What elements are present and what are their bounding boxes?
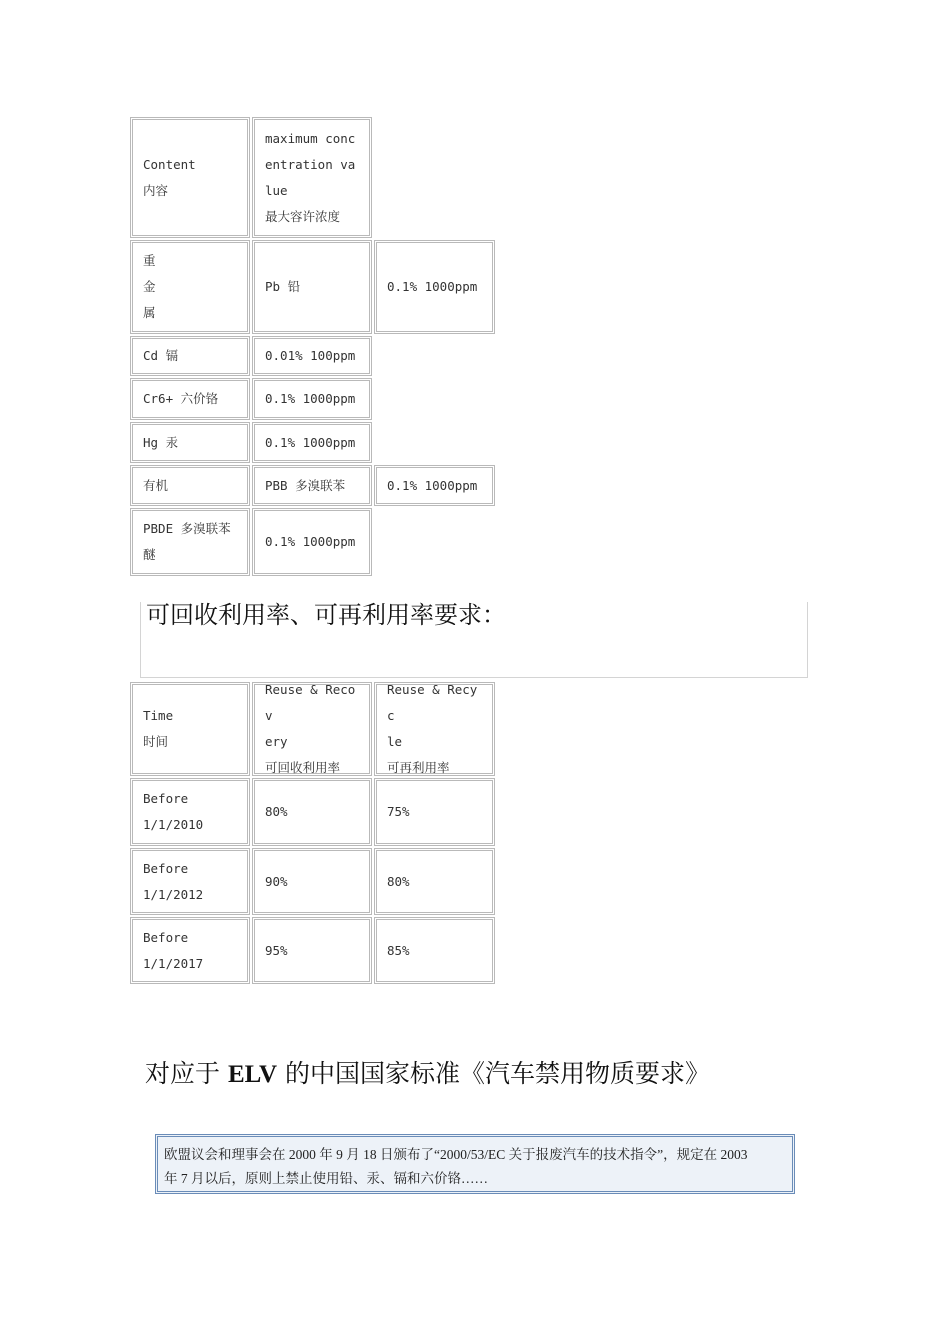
cell-text: 80% <box>387 873 410 889</box>
table1-row-cr6-value <box>252 378 372 420</box>
table1-row-pbde-value <box>252 508 372 576</box>
table2-row-2010-recycle <box>374 778 495 846</box>
cell-text: 可回收利用率 <box>265 760 341 775</box>
cell-text: 0.1% 1000ppm <box>387 477 478 493</box>
cell-text: 重 <box>143 253 156 268</box>
cell-text: 75% <box>387 804 410 819</box>
table2-row-2017-time <box>130 917 250 984</box>
table2-row-2017-recovery <box>252 917 372 984</box>
cell-text: 0.1% 1000ppm <box>265 534 356 549</box>
table1-row-pbb-value <box>374 465 495 506</box>
table1-row-cd-value <box>252 336 372 376</box>
table1-row-pb-value <box>374 240 495 334</box>
cell-text: 内容 <box>143 182 169 198</box>
cell-text: 1/1/2017 <box>143 955 204 971</box>
cell-text: 0.1% 1000ppm <box>387 279 478 294</box>
cell-text: 80% <box>265 804 288 819</box>
table2-row-2012-recovery <box>252 848 372 915</box>
cell-text: 1/1/2010 <box>143 817 204 832</box>
cell-text: 有机 <box>143 477 169 493</box>
table1-row-hg <box>130 422 250 463</box>
cell-text: PBDE 多溴联苯 <box>143 521 231 536</box>
cell-text: Before <box>143 860 189 876</box>
cell-text: 属 <box>143 305 156 320</box>
cell-text: Reuse & Recov <box>265 682 356 723</box>
cell-text: 85% <box>387 942 410 958</box>
cell-text: 0.01% 100ppm <box>265 348 356 363</box>
cell-text: Cr6+ 六价铬 <box>143 391 219 406</box>
cell-text: Cd 镉 <box>143 348 179 363</box>
table1-row-organic-label <box>130 465 250 506</box>
cell-text: 1/1/2012 <box>143 886 204 902</box>
elv-heading-suffix: 的中国国家标准《汽车禁用物质要求》 <box>277 1059 711 1088</box>
table1-header-max-conc <box>252 117 372 238</box>
directive-note <box>155 1134 795 1194</box>
cell-text: lue <box>265 182 288 198</box>
cell-text: 90% <box>265 873 288 889</box>
table1-row-pbde <box>130 508 250 576</box>
table1-header-content <box>130 117 250 238</box>
table1-row-heavy-metal-label <box>130 240 250 334</box>
table2-header-reuse-recovery <box>252 682 372 776</box>
table2-row-2012-recycle <box>374 848 495 915</box>
elv-heading <box>145 1054 710 1090</box>
table2-row-2010-time <box>130 778 250 846</box>
cell-text: Pb 铅 <box>265 279 301 294</box>
cell-text: 0.1% 1000ppm <box>265 434 356 450</box>
table2-header-reuse-recycle <box>374 682 495 776</box>
cell-text: 0.1% 1000ppm <box>265 391 356 406</box>
cell-text: 最大容许浓度 <box>265 208 341 224</box>
cell-text: PBB 多溴联苯 <box>265 477 346 493</box>
table2-row-2012-time <box>130 848 250 915</box>
cell-text: Content <box>143 156 196 172</box>
cell-text: 可再利用率 <box>387 760 450 775</box>
cell-text: 醚 <box>143 547 156 562</box>
cell-text: Before <box>143 791 189 806</box>
cell-text: Time <box>143 708 174 723</box>
table1-row-pbb <box>252 465 372 506</box>
cell-text: entration va <box>265 156 356 172</box>
cell-text: 金 <box>143 279 156 294</box>
table2-row-2010-recovery <box>252 778 372 846</box>
table2-header-time <box>130 682 250 776</box>
cell-text: Hg 汞 <box>143 434 179 450</box>
table1-row-cr6 <box>130 378 250 420</box>
cell-text: ery <box>265 734 288 749</box>
note-line: 欧盟议会和理事会在 2000 年 9 月 18 日颁布了“2000/53/EC 关于报废汽车的技术指令”，规定在 2003 <box>164 1147 748 1162</box>
elv-heading-prefix: 对应于 <box>145 1059 228 1088</box>
cell-text: le <box>387 734 403 749</box>
cell-text: Before <box>143 929 189 945</box>
table2-row-2017-recycle <box>374 917 495 984</box>
cell-text: 时间 <box>143 734 169 749</box>
table1-row-hg-value <box>252 422 372 463</box>
note-line: 年 7 月以后，原则上禁止使用铅、汞、镉和六价铬…… <box>164 1171 488 1186</box>
cell-text: 95% <box>265 942 288 958</box>
cell-text: Reuse & Recyc <box>387 682 478 723</box>
cell-text: maximum conc <box>265 130 356 146</box>
table1-row-cd <box>130 336 250 376</box>
elv-heading-bold: ELV <box>227 1061 278 1088</box>
table1-row-pb <box>252 240 372 334</box>
recovery-heading: 可回收利用率、可再利用率要求： <box>140 602 808 678</box>
